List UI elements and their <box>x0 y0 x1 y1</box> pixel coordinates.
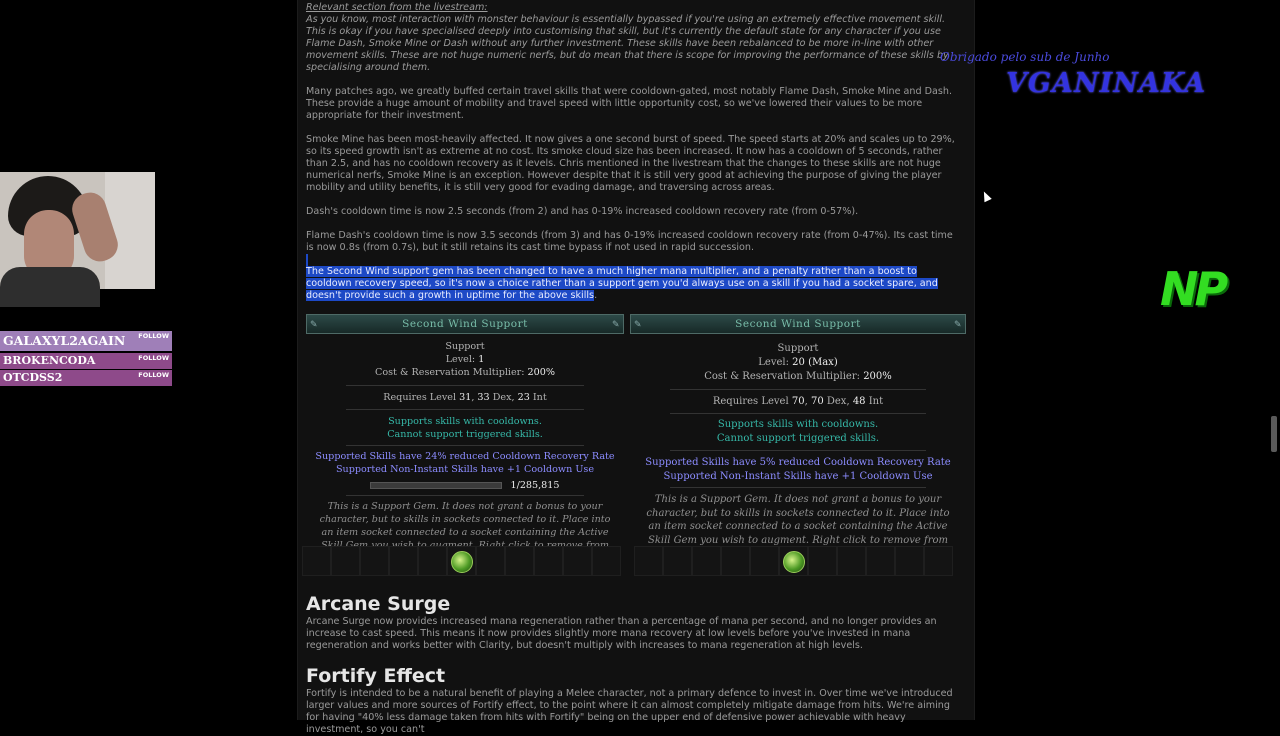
gem-req-int: 48 <box>852 396 866 407</box>
gem-title-bar: ✎ Second Wind Support ✎ <box>630 314 966 334</box>
socket <box>302 546 331 576</box>
gem-dex-label: Dex <box>826 396 847 407</box>
socket-with-gem[interactable] <box>779 546 808 576</box>
gem-tag-cooldowns: Supports skills with cooldowns. <box>717 419 879 430</box>
intro-quote: As you know, most interaction with monster behaviour is essentially bypassed if you're using an extremely effective movement skill. This is okay if you have specialised deeply into customising that skill, but it's currently the default state for any character if you use Flame Dash, Smoke Mine or Dash without any further investment. These skills have been rebalanced to be more in-line with other movement skills. These are not huge numeric nerfs, but do mean that there is scope for improving the performance of these skills by specialising around them. <box>306 14 949 73</box>
paragraph-second-wind[interactable] <box>306 266 962 302</box>
gem-multiplier-label: Cost & Reservation Multiplier: <box>375 367 525 378</box>
gem-description: This is a Support Gem. It does not grant a bonus to your character, but to skills in sockets connected to it. Place into an item socket connected to a socket containing the Active <box>319 501 611 538</box>
selected-text[interactable]: The Second Wind support gem has been changed to have a much higher mana multiplier, and a penalty rather than a boost to cooldown recovery speed, so it's now a choice rather than a support gem you'd always use on a skill if you had a socket spare, and doesn't provide such a growth in uptime for the above skills <box>306 266 938 301</box>
socket <box>663 546 692 576</box>
socket <box>592 546 621 576</box>
paragraph-arcane-surge: Arcane Surge now provides increased mana regeneration rather than a percentage of mana per second, and no longer provides an increase to cast speed. This means it now provides slightly more mana recovery at low levels before you've invested in mana regeneration and works better with Clarity, but doesn't multiply with increases to mana regeneration at high levels. <box>306 616 937 651</box>
selection-caret <box>306 254 308 266</box>
gem-type: Support <box>445 341 485 352</box>
paragraph-dash: Dash's cooldown time is now 2.5 seconds (from 2) and has 0-19% increased cooldown recovery rate (from 0-57%). <box>306 206 859 217</box>
selected-text-tail: . <box>594 290 598 301</box>
gem-icon <box>783 551 805 573</box>
webcam-feed <box>0 172 155 289</box>
gem-req-int: 23 <box>517 392 530 403</box>
article-panel <box>297 0 975 735</box>
paragraph-flame-dash: Flame Dash's cooldown time is now 3.5 seconds (from 3) and has 0-19% increased cooldown recovery rate (from 0-47%). Its cast time is now 0.8s (from 0.7s), but it still retains its cast time bypass if not used in rapid succession. <box>306 230 953 253</box>
sub-thanks-text: Obrigado pelo sub de Junho <box>940 50 1110 64</box>
follower-name: GALAXYL2AGAIN <box>3 333 126 348</box>
socket <box>895 546 924 576</box>
gem-tag-triggered: Cannot support triggered skills. <box>387 429 543 440</box>
gem-level-value: 20 (Max) <box>792 357 838 368</box>
socket <box>634 546 663 576</box>
socket <box>924 546 953 576</box>
gem-mod-cooldown-use: Supported Non-Instant Skills have +1 Cooldown Use <box>335 464 595 475</box>
gem-type: Support <box>777 343 819 354</box>
socket <box>505 546 534 576</box>
gem-multiplier-value: 200% <box>527 367 555 378</box>
follower-name: BROKENCODA <box>3 354 96 367</box>
paragraph-travel-skills: Many patches ago, we greatly buffed certain travel skills that were cooldown-gated, most notably Flame Dash, Smoke Mine and Dash. These provide a huge amount of mobility and travel speed with little opportunity cost, so we've lowered their values to be more appropriate for their investment. <box>306 86 953 121</box>
gem-req-dex: 70 <box>810 396 824 407</box>
page-scrollbar[interactable] <box>1268 0 1280 720</box>
sub-name: VGANINAKA <box>1002 68 1210 99</box>
socket <box>692 546 721 576</box>
socket-strip-left <box>302 546 621 576</box>
gem-level-label: Level: <box>445 354 476 365</box>
gem-mod-cooldown-rate: Supported Skills have 24% reduced Cooldown Recovery Rate <box>315 451 615 462</box>
gem-xp-value: 1/285,815 <box>510 480 560 491</box>
gem-level-label: Level: <box>758 357 789 368</box>
gem-level-value: 1 <box>478 354 485 365</box>
paragraph-smoke-mine: Smoke Mine has been most-heavily affected. It now gives a one second burst of speed. The speed starts at 20% and scales up to 29%, so its speed growth isn't as extreme at no cost. Its smoke cloud size has been increased. It now has a cooldown of 5 seconds, rather than 2.5, and has no cooldown recovery as it levels. Chris mentioned in the livestream that the changes to these skills are not huge numerical nerfs, Smoke Mine is an exception. However despite that it is still very good at achieving the purpose of giving the player mobility and utility benefits, it is still very good for evading damage, and traversing across areas. <box>306 134 955 193</box>
gem-tag-cooldowns: Supports skills with cooldowns. <box>388 416 542 427</box>
follow-alert <box>0 353 172 369</box>
gem-title: Second Wind Support <box>402 318 528 330</box>
socket <box>750 546 779 576</box>
gem-mod-cooldown-rate: Supported Skills have 5% reduced Cooldown Recovery Rate <box>645 457 951 468</box>
gem-req-level: 31 <box>459 392 472 403</box>
socket <box>837 546 866 576</box>
socket <box>721 546 750 576</box>
gem-req-label: Requires Level <box>712 396 789 407</box>
intro-label: Relevant section from the livestream: <box>306 2 488 13</box>
socket <box>360 546 389 576</box>
gem-tag-triggered: Cannot support triggered skills. <box>716 433 880 444</box>
gem-req-label: Requires Level <box>383 392 457 403</box>
gem-tooltip-level-20: ✎ Second Wind Support ✎ Support Level: 20 (Max) Cost & Reservation Multiplier: 200% Requires Level 70, 70 Dex, 48 Int Supports skills with cooldowns. Cannot support triggered skills. Supported Skills have 5% reduced Cooldown Recovery Rate Supported Non-Instant Skills have +1 Cooldown Use This is a Support Gem. It does not grant a bonus to your character, but to skills in sockets connected to it. Place into an item socket connected to a socket containing the Active Skill Gem you wish to augment. Right click to remove from <box>630 314 966 561</box>
mouse-cursor-icon <box>980 190 991 202</box>
follower-name: OTCDSS2 <box>3 371 63 384</box>
gem-title-bar: ✎ Second Wind Support ✎ <box>306 314 624 334</box>
socket <box>534 546 563 576</box>
follow-badge: FOLLOW <box>138 371 169 379</box>
gem-dex-label: Dex <box>492 392 512 403</box>
gem-req-dex: 33 <box>477 392 490 403</box>
intro-block <box>306 2 962 74</box>
gem-icon <box>451 551 473 573</box>
socket-with-gem[interactable] <box>447 546 476 576</box>
socket <box>389 546 418 576</box>
gem-description: This is a Support Gem. It does not grant a bonus to your character, but to skills in sockets connected to it. Place into an item socket connected to a socket containing the Active Skill Gem you wish to augment. Right click to remove from <box>646 494 950 546</box>
follow-badge: FOLLOW <box>138 354 169 362</box>
gem-req-level: 70 <box>791 396 805 407</box>
gem-title: Second Wind Support <box>735 318 861 330</box>
socket-strip-right <box>634 546 953 576</box>
socket <box>808 546 837 576</box>
socket <box>563 546 592 576</box>
socket <box>331 546 360 576</box>
gem-int-label: Int <box>532 392 547 403</box>
gem-multiplier-label: Cost & Reservation Multiplier: <box>704 371 860 382</box>
np-logo: NP <box>1160 262 1225 316</box>
follow-badge: FOLLOW <box>138 332 169 340</box>
gem-int-label: Int <box>868 396 884 407</box>
socket <box>476 546 505 576</box>
socket <box>866 546 895 576</box>
heading-arcane-surge: Arcane Surge <box>306 593 451 615</box>
paragraph-fortify: Fortify is intended to be a natural benefit of playing a Melee character, not a primary defence to invest in. Over time we've introduced larger values and more sources of Fortify effect, to the point where it can almost completely mitigate damage from hits. We're aiming for having "40% less damage taken from hits with Fortify" being on the upper end of defensive power achievable with heavy investment, so you can't <box>306 688 953 735</box>
scrollbar-thumb[interactable] <box>1271 416 1277 452</box>
gem-mod-cooldown-use: Supported Non-Instant Skills have +1 Cooldown Use <box>663 471 933 482</box>
heading-fortify-effect: Fortify Effect <box>306 665 446 687</box>
socket <box>418 546 447 576</box>
gem-xp-bar <box>370 482 502 489</box>
follow-alert <box>0 370 172 386</box>
gem-tooltip-level-1: ✎ Second Wind Support ✎ Support Level: 1 Cost & Reservation Multiplier: 200% Requires Level 31, 33 Dex, 23 Int Supports skills with cooldowns. Cannot support triggered skills. Supported Skills have 24% reduced Cooldown Recovery Rate Supported Non-Instant Skills have +1 Cooldown Use 1/285,815 This is a Support Gem. It does not grant a bonus to your character, but to skills in sockets connected to it. Place into an item socket connected to a socket containing the Active <box>306 314 624 565</box>
gem-multiplier-value: 200% <box>863 371 892 382</box>
follow-alert <box>0 331 172 351</box>
